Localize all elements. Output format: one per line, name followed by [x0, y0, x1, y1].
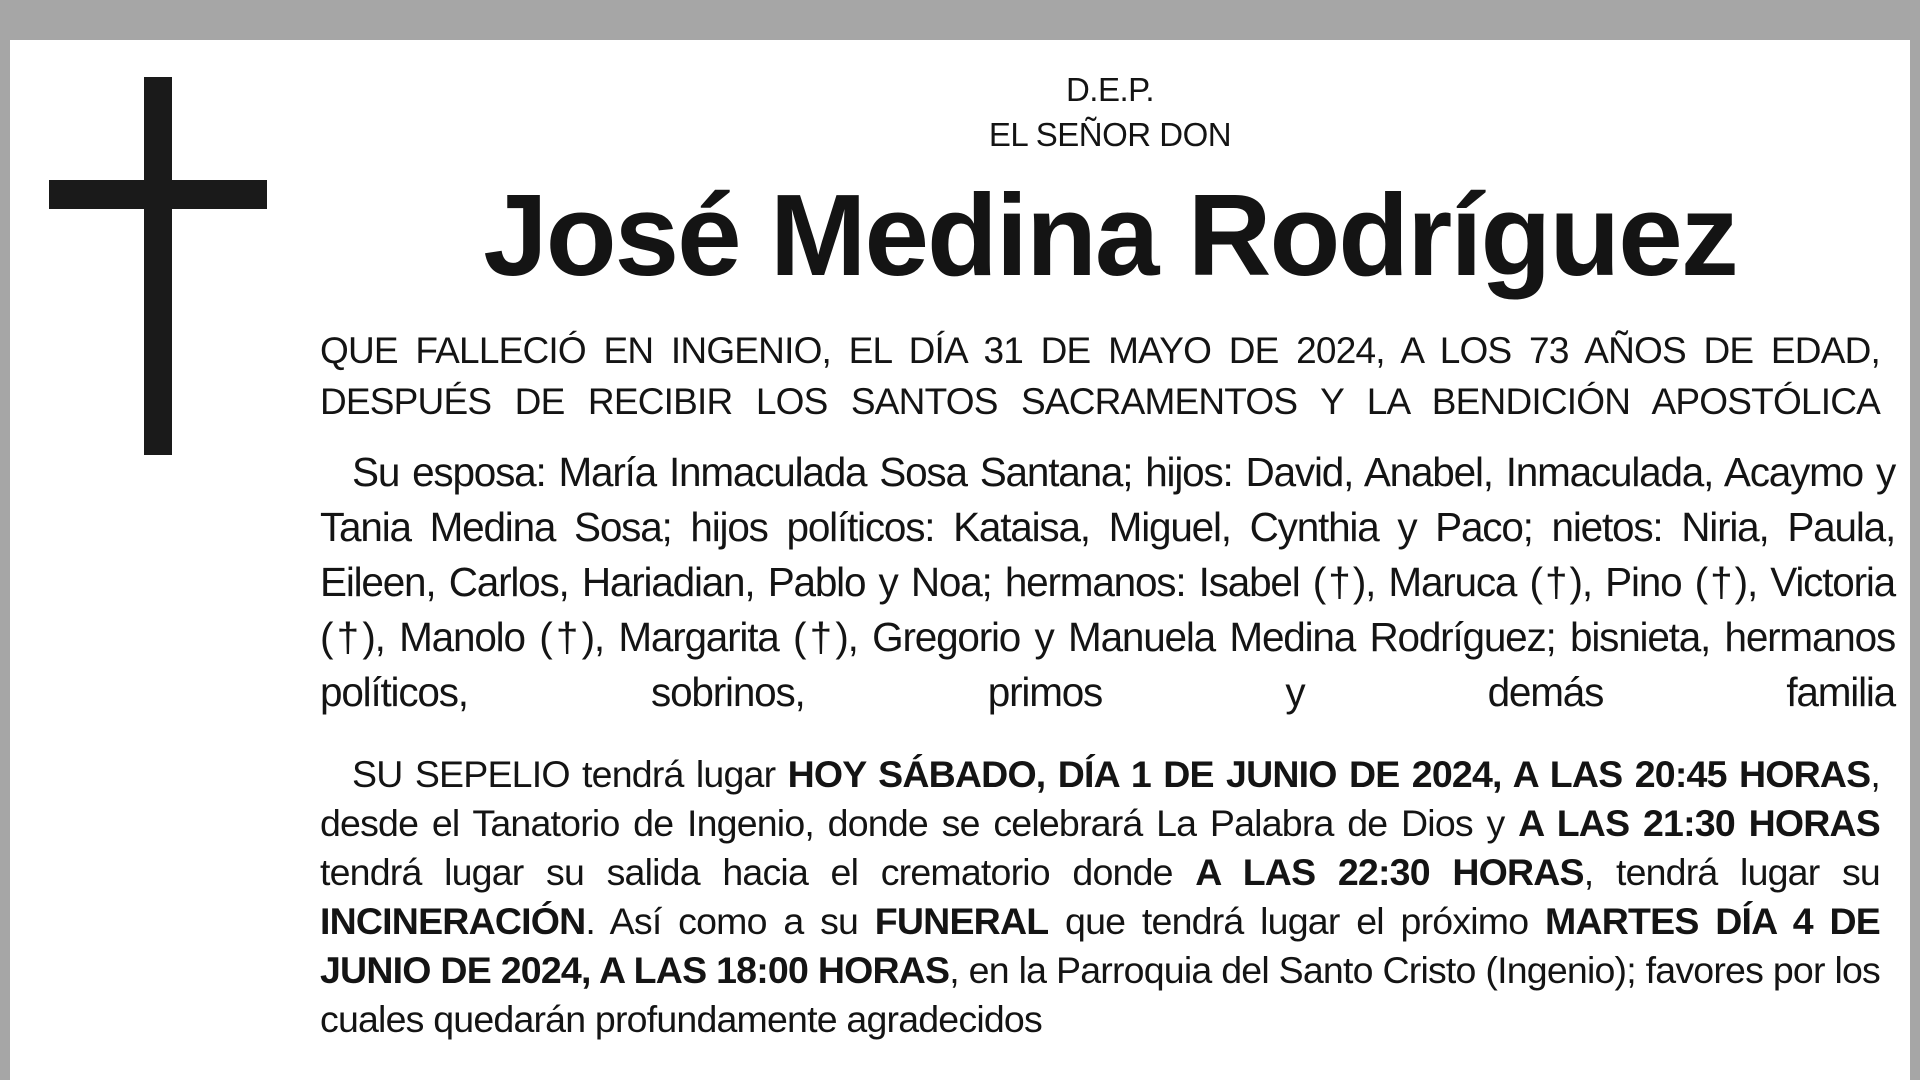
burial-text-1: SU SEPELIO tendrá lugar [352, 753, 788, 795]
burial-text-2: , desde el Tanatorio de Ingenio, donde se celebrará La Palabra de Dios y [320, 753, 1880, 844]
burial-text-3: tendrá lugar su salida hacia el crematorio donde [320, 851, 1196, 893]
dep-heading: D.E.P. [1065, 71, 1155, 108]
burial-text [320, 750, 1880, 1044]
cremation-time: A LAS 22:30 HORAS [1195, 851, 1584, 893]
family-text: Su esposa: María Inmaculada Sosa Santana; hijos: David, Anabel, Inmaculada, Acaymo y Tania Medina Sosa; hijos políticos: Kataisa, Miguel, Cynthia y Paco; nietos: Niria, Paula, Eileen, Carlos, Hariadian, Pablo y Noa; hermanos: Isabel (†), Maruca (†), Pino (†), Victoria (†), Manolo (†), Margarita (†), Gregorio y Manuela Medina Rodríguez; bisnieta, hermanos políticos, sobrinos, primos y demás familia [320, 449, 1895, 715]
death-notice-line-2: DESPUÉS DE RECIBIR LOS SANTOS SACRAMENTOS Y LA BENDICIÓN APOSTÓLICA [320, 381, 1880, 422]
burial-text-4: , tendrá lugar su [1583, 851, 1880, 893]
departure-time: A LAS 21:30 HORAS [1518, 802, 1880, 844]
burial-date: HOY SÁBADO, DÍA 1 DE JUNIO DE 2024, A LAS 20:45 HORAS [787, 753, 1871, 795]
burial-paragraph [320, 750, 1880, 1044]
cross-icon [144, 77, 172, 455]
cross-icon-bar [49, 180, 267, 209]
deceased-name: José Medina Rodríguez [483, 170, 1737, 300]
death-notice [320, 325, 1880, 427]
death-notice-line-1: QUE FALLECIÓ EN INGENIO, EL DÍA 31 DE MAYO DE 2024, A LOS 73 AÑOS DE EDAD, [320, 330, 1880, 371]
incineration-label: INCINERACIÓN [320, 900, 586, 942]
family-paragraph [320, 445, 1895, 720]
funeral-label: FUNERAL [874, 900, 1049, 942]
title-prefix: EL SEÑOR DON [988, 116, 1232, 153]
burial-text-6: que tendrá lugar el próximo [1048, 900, 1545, 942]
burial-text-5: . Así como a su [585, 900, 875, 942]
burial-text-7: , en la Parroquia del Santo Cristo (Ingenio); favores por los cuales quedarán profundamente agradecidos [320, 949, 1880, 1040]
funeral-date: MARTES DÍA 4 DE JUNIO DE 2024, A LAS 18:00 HORAS [320, 900, 1880, 991]
obituary-sheet [10, 40, 1910, 1080]
